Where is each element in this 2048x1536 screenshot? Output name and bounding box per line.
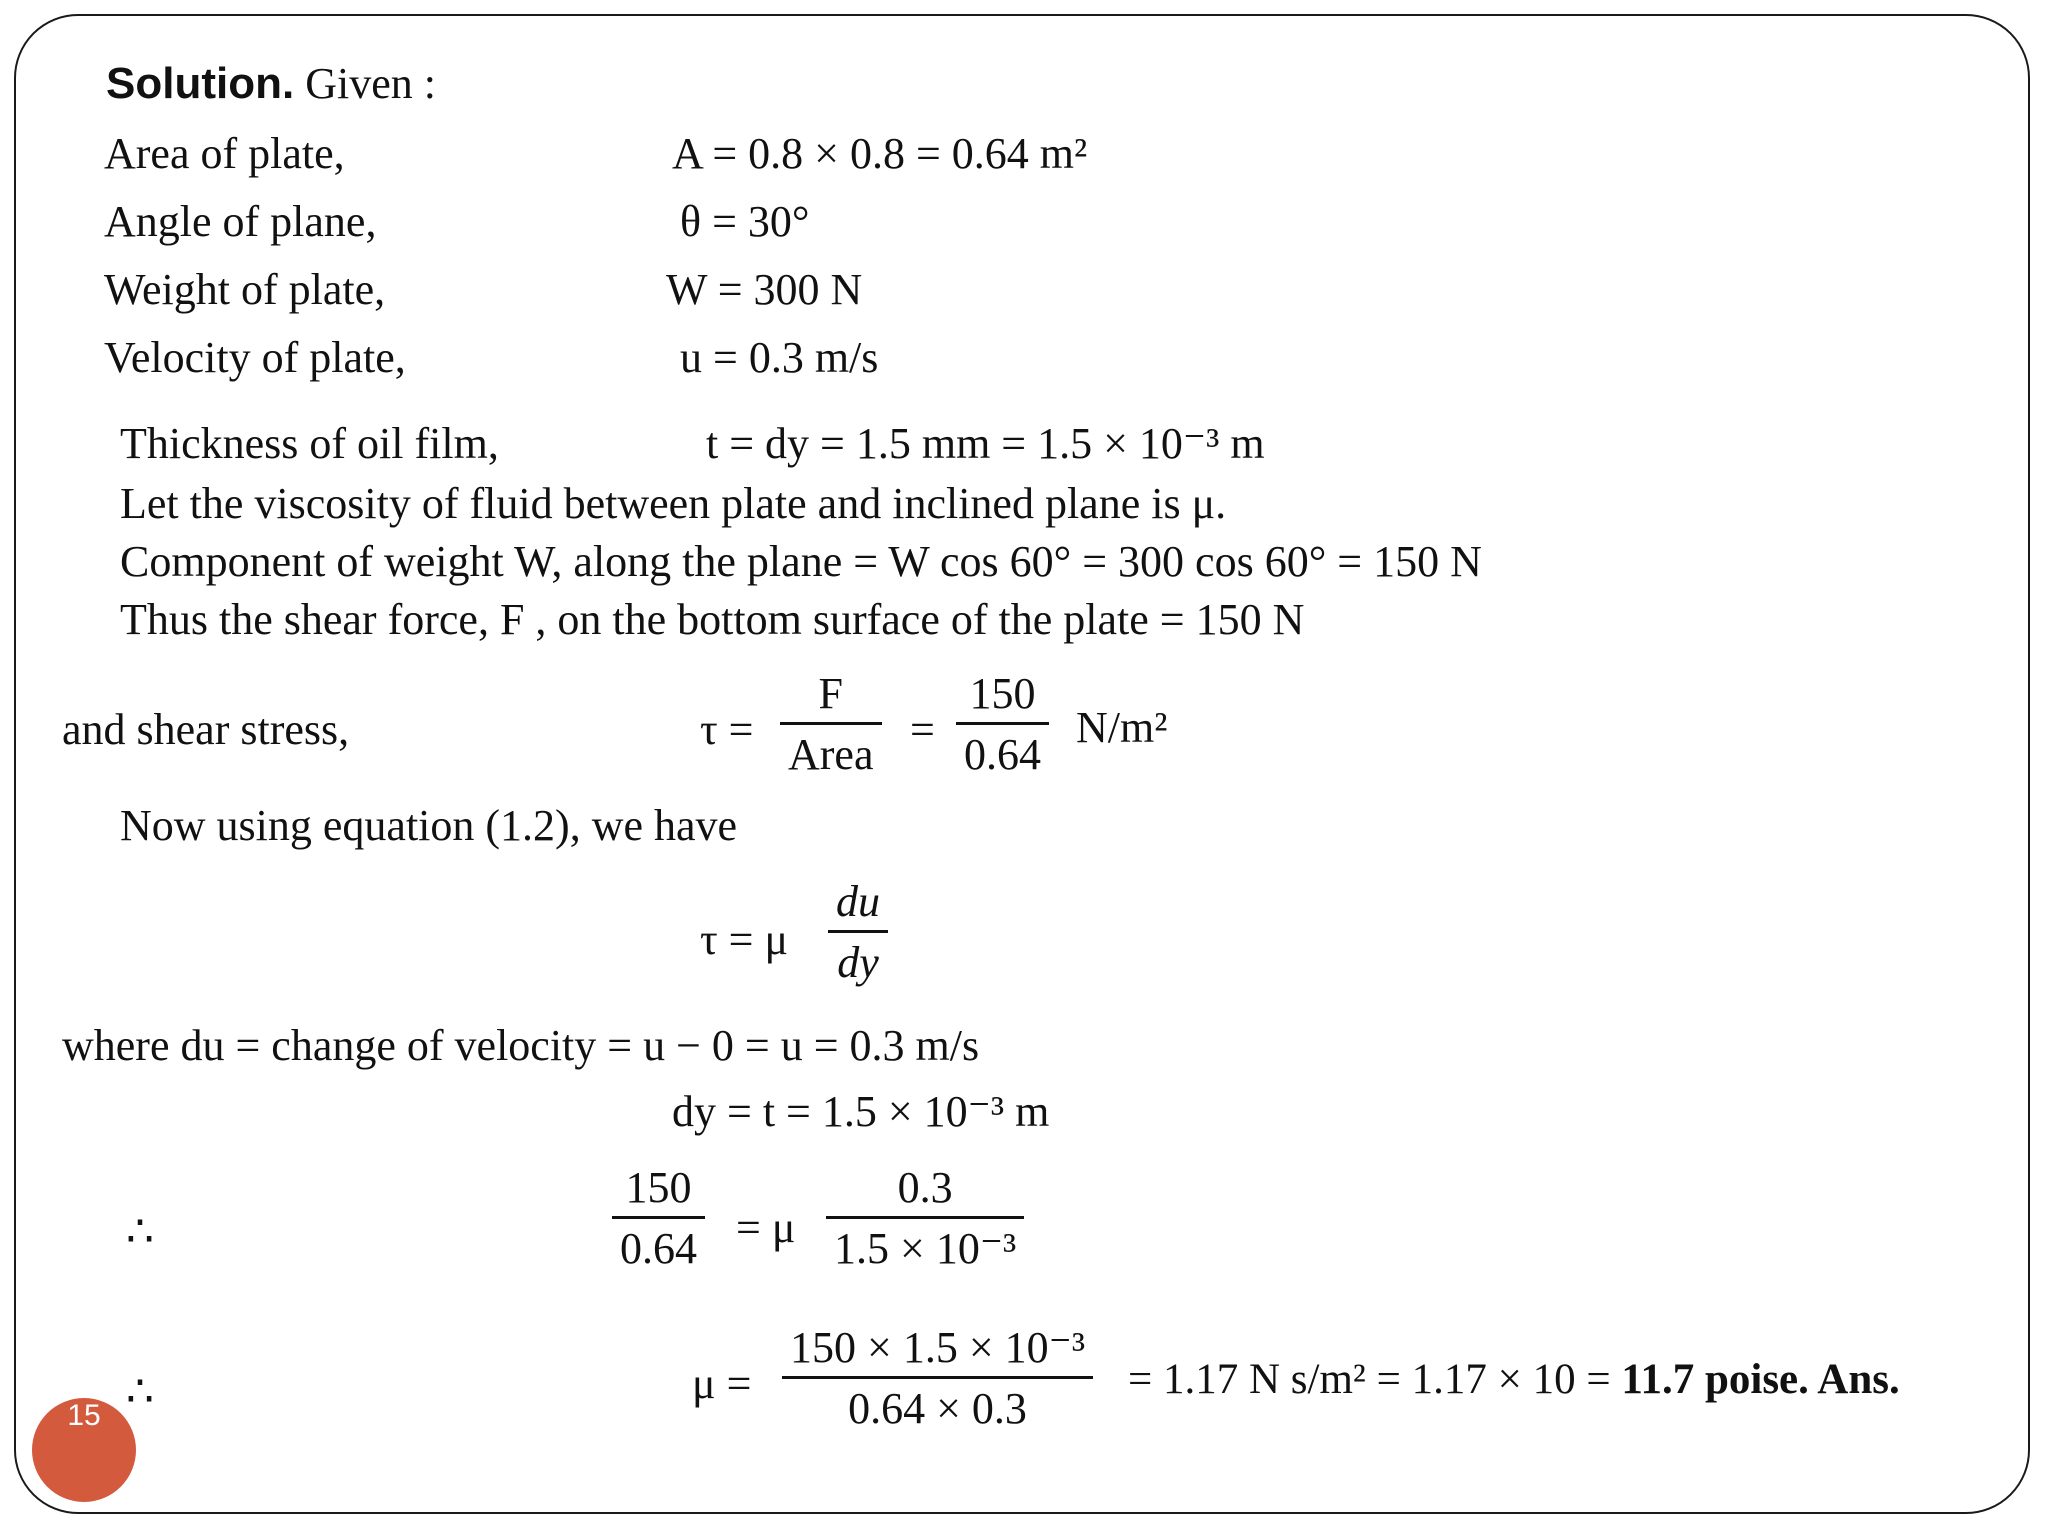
given-label: Given : bbox=[305, 59, 436, 108]
eq2-lhs: μ = bbox=[692, 1359, 752, 1408]
answer-text: 11.7 poise. Ans. bbox=[1621, 1356, 1900, 1403]
given-label-angle: Angle of plane, bbox=[104, 197, 377, 246]
thickness-label: Thickness of oil film, bbox=[120, 419, 499, 468]
page-number-badge bbox=[32, 1398, 136, 1502]
newton-law-lhs: τ = μ bbox=[700, 915, 789, 964]
now-using-line: Now using equation (1.2), we have bbox=[120, 801, 738, 850]
fraction-numerator: 150 × 1.5 × 10⁻³ bbox=[790, 1323, 1086, 1372]
fraction-denominator: 0.64 × 0.3 bbox=[848, 1384, 1027, 1433]
shear-stress-label: and shear stress, bbox=[62, 705, 350, 754]
page-number: 15 bbox=[67, 1399, 101, 1432]
fraction-150-064 bbox=[956, 669, 1049, 779]
solution-heading bbox=[106, 59, 436, 108]
given-expr-weight: W = 300 N bbox=[666, 265, 863, 314]
shear-stress-lhs: τ = bbox=[700, 705, 754, 754]
fraction-du-dy bbox=[828, 877, 888, 987]
text-line-viscosity: Let the viscosity of fluid between plate and inclined plane is μ. bbox=[120, 479, 1227, 528]
where-du-line: where du = change of velocity = u − 0 = u = 0.3 m/s bbox=[62, 1021, 980, 1070]
text-line-component: Component of weight W, along the plane = W cos 60° = 300 cos 60° = 150 N bbox=[120, 537, 1482, 586]
fraction-numerator: 0.3 bbox=[897, 1163, 953, 1212]
fraction-denominator: Area bbox=[788, 730, 874, 779]
given-expr-angle: θ = 30° bbox=[680, 197, 810, 246]
dy-line: dy = t = 1.5 × 10⁻³ m bbox=[672, 1087, 1050, 1136]
eq2-result-text: = 1.17 N s/m² = 1.17 × 10 = bbox=[1128, 1356, 1611, 1403]
therefore-symbol-2: ∴ bbox=[126, 1367, 154, 1416]
fraction-denominator: 1.5 × 10⁻³ bbox=[834, 1224, 1017, 1273]
therefore-symbol-1: ∴ bbox=[126, 1207, 154, 1256]
fraction-150-064-eq1 bbox=[612, 1163, 705, 1273]
fraction-force-area bbox=[780, 669, 882, 779]
solution-bold: Solution. bbox=[106, 59, 295, 108]
fraction-denominator: dy bbox=[837, 938, 879, 987]
fraction-03-15e-3 bbox=[826, 1163, 1024, 1273]
given-expr-area: A = 0.8 × 0.8 = 0.64 m² bbox=[672, 129, 1088, 178]
shear-stress-unit: N/m² bbox=[1076, 703, 1168, 752]
given-expr-velocity: u = 0.3 m/s bbox=[680, 333, 879, 382]
fraction-numerator: 150 bbox=[625, 1163, 692, 1212]
fraction-mu-result bbox=[782, 1323, 1093, 1433]
text-line-shear-force: Thus the shear force, F , on the bottom surface of the plate = 150 N bbox=[120, 595, 1305, 644]
eq1-mid: = μ bbox=[736, 1203, 796, 1252]
given-label-velocity: Velocity of plate, bbox=[104, 333, 406, 382]
shear-stress-equals: = bbox=[910, 705, 935, 754]
fraction-numerator: F bbox=[818, 669, 843, 718]
eq2-result bbox=[1128, 1358, 1900, 1401]
given-label-weight: Weight of plate, bbox=[104, 265, 386, 314]
fraction-denominator: 0.64 bbox=[964, 730, 1041, 779]
thickness-expr: t = dy = 1.5 mm = 1.5 × 10⁻³ m bbox=[706, 419, 1265, 468]
fraction-denominator: 0.64 bbox=[620, 1224, 697, 1273]
fraction-numerator: du bbox=[836, 877, 880, 926]
fraction-numerator: 150 bbox=[969, 669, 1036, 718]
given-label-area: Area of plate, bbox=[104, 129, 345, 178]
